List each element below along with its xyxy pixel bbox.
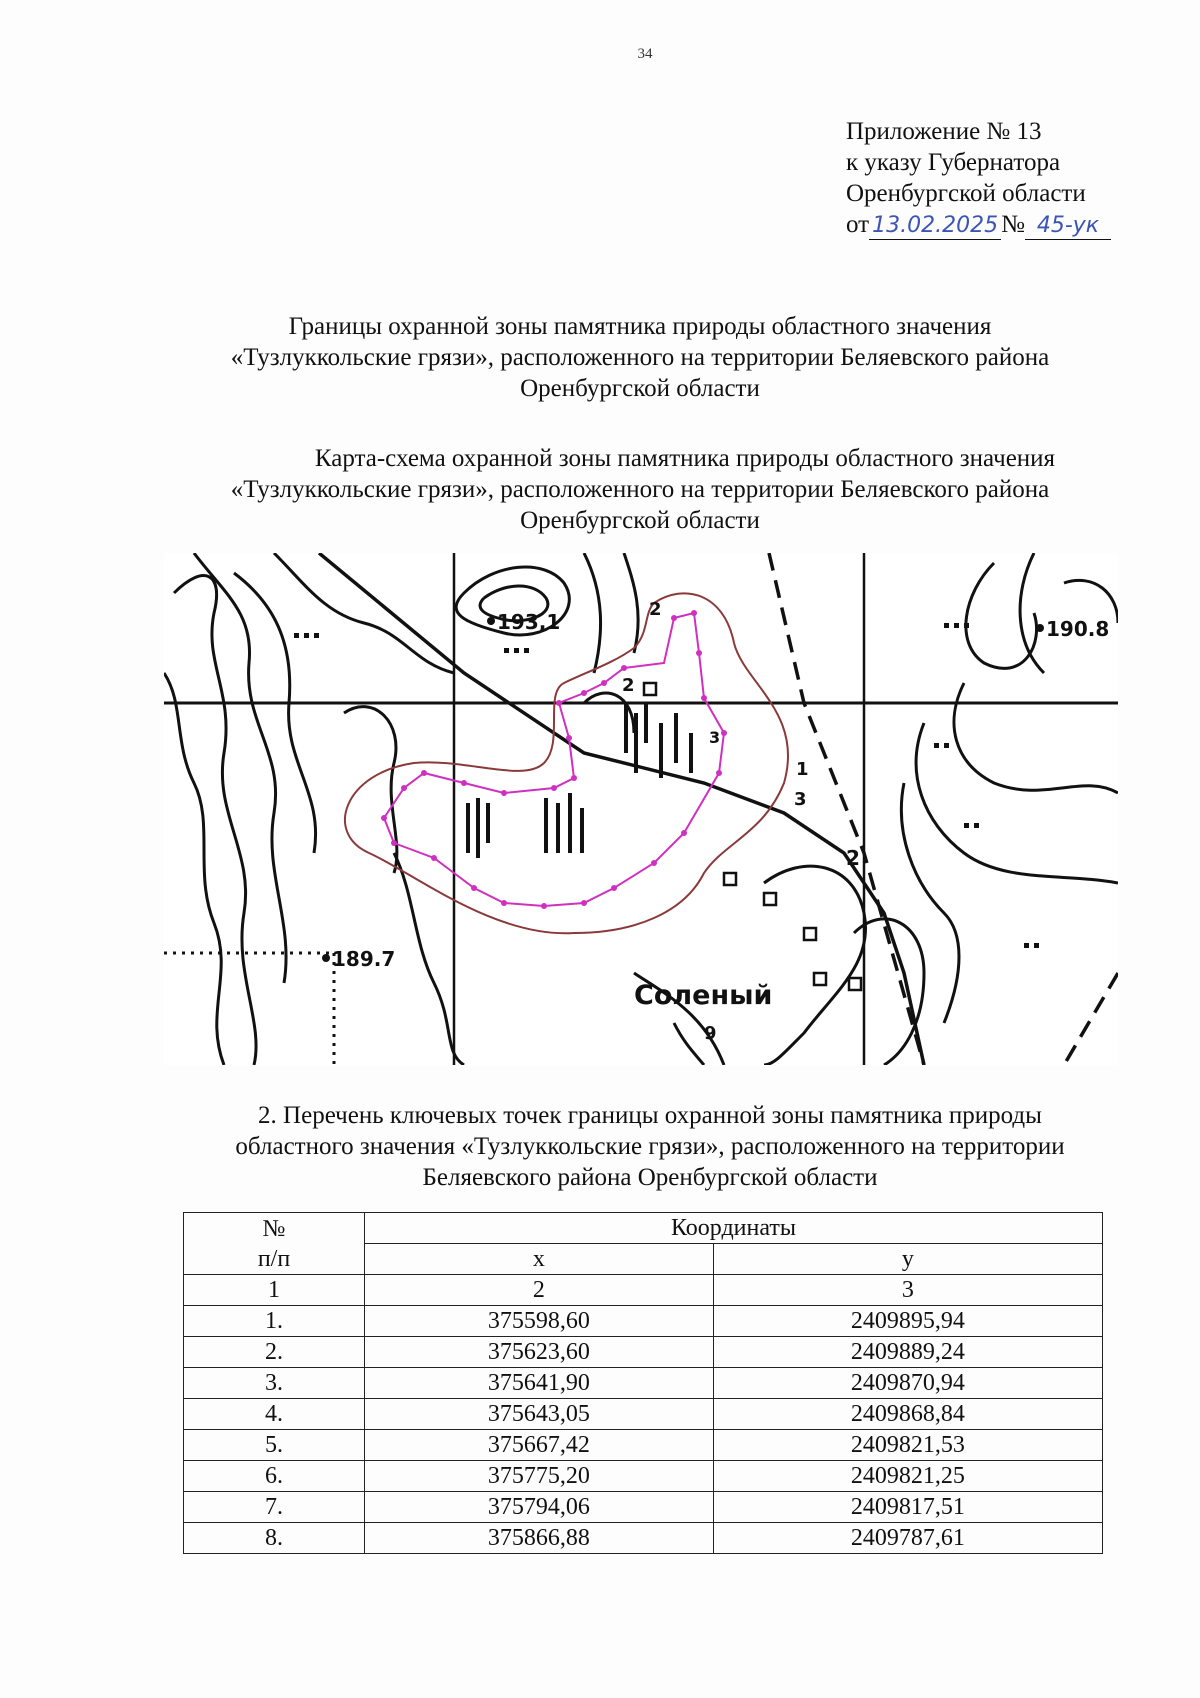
x-column-header: х — [365, 1244, 714, 1275]
table-cell: 5. — [184, 1430, 365, 1461]
table-row — [184, 1523, 1103, 1554]
elevation-label: 193,1 — [497, 610, 561, 634]
section-heading-line: 2. Перечень ключевых точек границы охранной зоны памятника природы — [258, 1102, 1042, 1129]
table-row — [184, 1399, 1103, 1430]
table-cell: 3 — [713, 1275, 1102, 1306]
coordinates-table — [183, 1212, 1103, 1554]
table-cell: 8. — [184, 1523, 365, 1554]
section-heading-line: Беляевского района Оренбургской области — [422, 1164, 878, 1191]
number-header-abbrev: п/п — [257, 1245, 291, 1272]
decree-date-number — [846, 209, 1111, 240]
table-row — [184, 1492, 1103, 1523]
map-small-label: 3 — [709, 728, 721, 747]
number-label: № — [1001, 211, 1025, 238]
title-line: Границы охранной зоны памятника природы областного значения — [288, 313, 992, 340]
map-small-label: 3 — [794, 789, 807, 810]
table-cell: 2409895,94 — [713, 1306, 1102, 1337]
appendix-line: Оренбургской области — [846, 180, 1086, 207]
number-column-header — [184, 1213, 365, 1275]
table-cell: 2409868,84 — [713, 1399, 1102, 1430]
map-small-label: 9 — [704, 1023, 717, 1044]
table-cell: 375623,60 — [365, 1337, 714, 1368]
table-row — [184, 1461, 1103, 1492]
table-cell: 2409889,24 — [713, 1337, 1102, 1368]
table-cell: 375643,05 — [365, 1399, 714, 1430]
section-heading-line: областного значения «Тузлуккольские грязи», расположенного на территории — [235, 1133, 1065, 1160]
document-title — [160, 311, 1120, 404]
map-heading — [160, 443, 1120, 536]
table-cell: 375598,60 — [365, 1306, 714, 1337]
column-index-row — [184, 1275, 1103, 1306]
from-label: от — [846, 211, 870, 238]
map-scheme — [164, 553, 1118, 1065]
table-row — [184, 1337, 1103, 1368]
protected-boundary — [384, 613, 724, 906]
table-header-row — [184, 1213, 1103, 1244]
section-2-heading — [160, 1100, 1140, 1193]
table-row — [184, 1368, 1103, 1399]
map-small-label: 2 — [649, 599, 662, 620]
handwritten-date: 13.02.2025 — [869, 213, 1001, 240]
map-small-label: 2 — [622, 675, 635, 696]
table-cell: 1. — [184, 1306, 365, 1337]
table-cell: 3. — [184, 1368, 365, 1399]
table-cell: 375794,06 — [365, 1492, 714, 1523]
map-heading-line: Карта-схема охранной зоны памятника природы областного значения — [314, 445, 1056, 472]
number-header-symbol: № — [262, 1215, 286, 1242]
buffer-zone-outline — [345, 593, 788, 933]
table-cell: 4. — [184, 1399, 365, 1430]
title-line: Оренбургской области — [520, 375, 760, 402]
table-cell: 2409817,51 — [713, 1492, 1102, 1523]
map-heading-line: «Тузлуккольские грязи», расположенного на территории Беляевского района — [230, 476, 1050, 503]
elevation-label: 190.8 — [1046, 617, 1110, 641]
elevation-label: 189.7 — [332, 947, 396, 971]
table-row — [184, 1430, 1103, 1461]
map-canvas — [164, 553, 1118, 1065]
table-cell: 2. — [184, 1337, 365, 1368]
table-cell: 375775,20 — [365, 1461, 714, 1492]
table-cell: 2409787,61 — [713, 1523, 1102, 1554]
table-cell: 375641,90 — [365, 1368, 714, 1399]
map-small-label: 1 — [796, 759, 809, 780]
y-column-header: у — [713, 1244, 1102, 1275]
handwritten-number: 45-ук — [1025, 213, 1111, 240]
table-cell: 375667,42 — [365, 1430, 714, 1461]
table-cell: 6. — [184, 1461, 365, 1492]
table-cell: 2409821,53 — [713, 1430, 1102, 1461]
table-cell: 2409821,25 — [713, 1461, 1102, 1492]
title-line: «Тузлуккольские грязи», расположенного на территории Беляевского района — [230, 344, 1050, 371]
place-name-label: Соленый — [634, 980, 773, 1011]
appendix-line: к указу Губернатора — [846, 149, 1061, 176]
table-cell: 2409870,94 — [713, 1368, 1102, 1399]
table-cell: 2 — [365, 1275, 714, 1306]
appendix-line: Приложение № 13 — [846, 118, 1042, 145]
table-row — [184, 1306, 1103, 1337]
appendix-block — [846, 116, 1111, 240]
table-cell: 375866,88 — [365, 1523, 714, 1554]
marsh-hatching — [466, 703, 693, 858]
page-number: 34 — [637, 46, 653, 62]
coordinates-header: Координаты — [365, 1213, 1103, 1244]
map-heading-line: Оренбургской области — [520, 507, 760, 534]
table-cell: 7. — [184, 1492, 365, 1523]
table-cell: 1 — [184, 1275, 365, 1306]
elevation-points — [322, 617, 1044, 962]
map-small-label: 2 — [846, 846, 860, 870]
